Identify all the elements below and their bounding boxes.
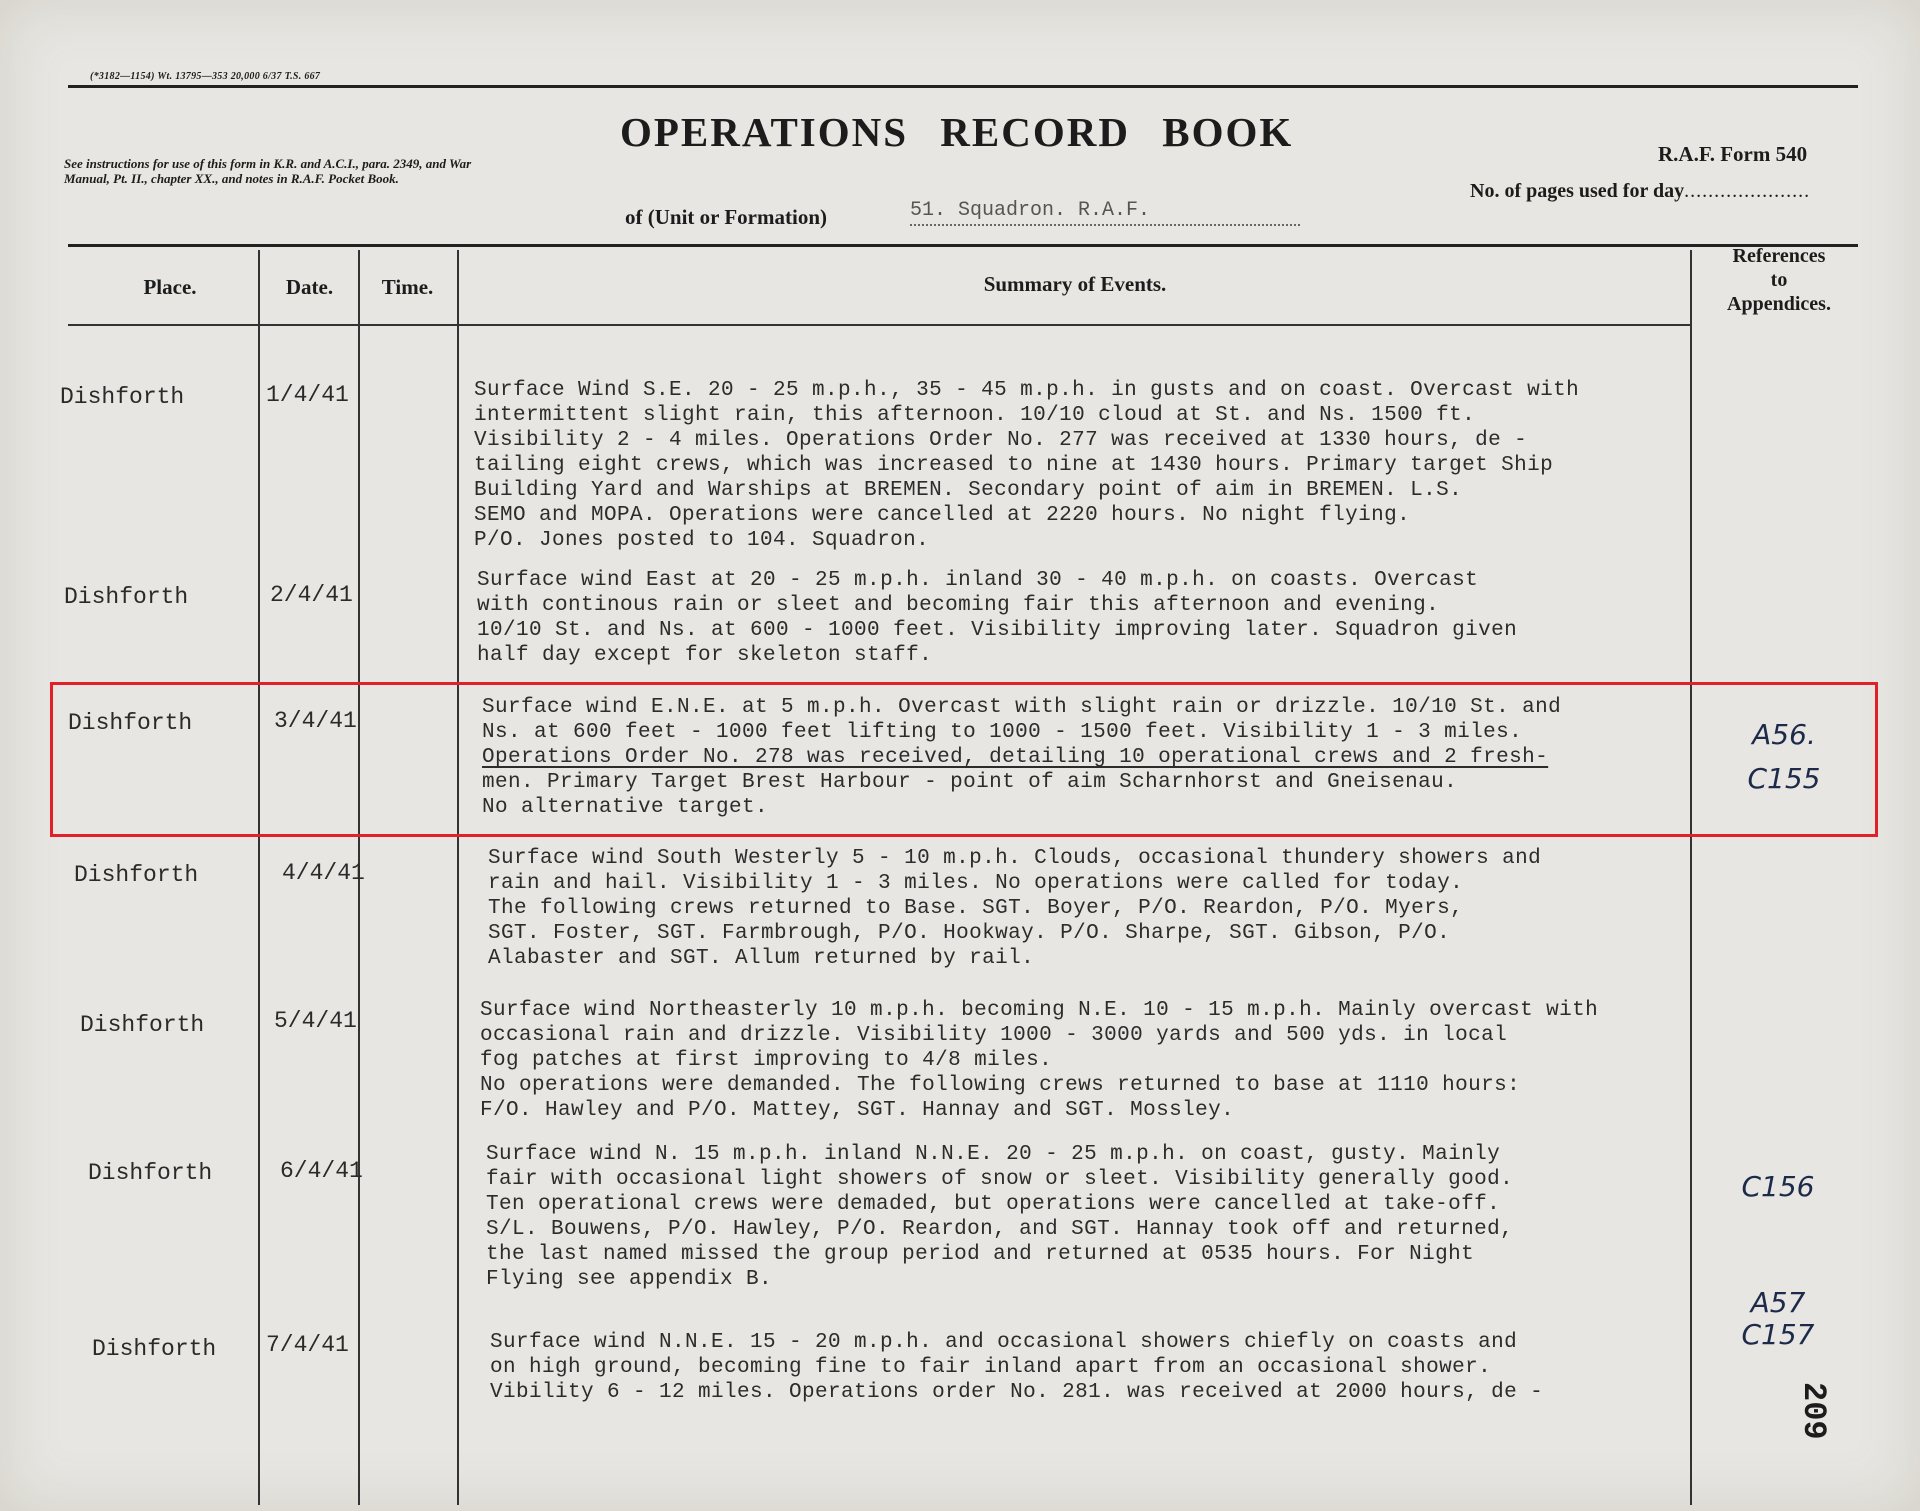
column-divider — [258, 250, 260, 1505]
entry-summary — [477, 568, 1747, 668]
unit-value: 51. Squadron. R.A.F. — [910, 199, 1300, 226]
summary-line: Alabaster and SGT. Allum returned by rail. — [488, 947, 1035, 970]
pages-used-field — [1470, 180, 1810, 203]
summary-line: Surface Wind S.E. 20 - 25 m.p.h., 35 - 45 m.p.h. in gusts and on coast. Overcast with — [474, 379, 1580, 402]
refs-line: Appendices. — [1727, 293, 1831, 315]
refs-line: to — [1770, 269, 1788, 291]
form-instructions: See instructions for use of this form in K.R. and A.C.I., para. 2349, and War Manual, Pt. II., chapter XX., and notes in R.A.F. Pocket Book. — [64, 156, 472, 186]
entry-summary — [490, 1330, 1760, 1405]
refs-line: References — [1732, 245, 1826, 267]
entry-summary — [480, 998, 1750, 1123]
entry-place: Dishforth — [68, 710, 193, 736]
appendix-reference: C157 — [1741, 1318, 1815, 1351]
page-number: 209 — [1795, 1382, 1832, 1440]
summary-line: Surface wind Northeasterly 10 m.p.h. becoming N.E. 10 - 15 m.p.h. Mainly overcast with — [480, 999, 1599, 1022]
appendix-reference: A57 — [1750, 1286, 1806, 1319]
appendix-reference: C156 — [1741, 1170, 1815, 1203]
entry-date: 7/4/41 — [266, 1332, 349, 1358]
summary-line: The following crews returned to Base. SGT. Boyer, P/O. Reardon, P/O. Myers, — [488, 897, 1464, 920]
entry-date: 3/4/41 — [274, 708, 357, 734]
header-rule — [68, 244, 1858, 247]
summary-line: men. Primary Target Brest Harbour - point of aim Scharnhorst and Gneisenau. — [482, 771, 1458, 794]
summary-line: Surface wind East at 20 - 25 m.p.h. inland 30 - 40 m.p.h. on coasts. Overcast — [477, 569, 1479, 592]
summary-line: F/O. Hawley and P/O. Mattey, SGT. Hannay and SGT. Mossley. — [480, 1099, 1235, 1122]
column-header-time: Time. — [381, 275, 434, 299]
summary-line: the last named missed the group period and returned at 0535 hours. For Night — [486, 1243, 1475, 1266]
entry-date: 1/4/41 — [266, 382, 349, 408]
entry-summary — [488, 846, 1758, 971]
summary-line: Visibility 2 - 4 miles. Operations Order No. 277 was received at 1330 hours, de - — [474, 429, 1528, 452]
summary-line: Surface wind N.N.E. 15 - 20 m.p.h. and occasional showers chiefly on coasts and — [490, 1331, 1518, 1354]
summary-line: 10/10 St. and Ns. at 600 - 1000 feet. Visibility improving later. Squadron given — [477, 619, 1518, 642]
form-number: R.A.F. Form 540 — [1658, 142, 1808, 166]
entry-place: Dishforth — [64, 584, 189, 610]
summary-line: S/L. Bouwens, P/O. Hawley, P/O. Reardon, and SGT. Hannay took off and returned, — [486, 1218, 1514, 1241]
summary-line: on high ground, becoming fine to fair inland apart from an occasional shower. — [490, 1356, 1492, 1379]
page-title: OPERATIONS RECORD BOOK — [620, 109, 1294, 155]
summary-line: Flying see appendix B. — [486, 1268, 773, 1291]
summary-line: Ten operational crews were demaded, but operations were cancelled at take-off. — [486, 1193, 1501, 1216]
entry-place: Dishforth — [74, 862, 199, 888]
entry-summary — [474, 378, 1744, 553]
summary-line: fair with occasional light showers of snow or sleet. Visibility generally good. — [486, 1168, 1514, 1191]
summary-line: No alternative target. — [482, 796, 769, 819]
summary-line: No operations were demanded. The following crews returned to base at 1110 hours: — [480, 1074, 1521, 1097]
summary-line: Surface wind N. 15 m.p.h. inland N.N.E. 20 - 25 m.p.h. on coast, gusty. Mainly — [486, 1143, 1501, 1166]
column-header-place: Place. — [143, 275, 197, 299]
summary-line: tailing eight crews, which was increased to nine at 1430 hours. Primary target Ship — [474, 454, 1554, 477]
entry-date: 5/4/41 — [274, 1008, 357, 1034]
entry-place: Dishforth — [92, 1336, 217, 1362]
entry-summary — [482, 695, 1752, 820]
summary-line: Vibility 6 - 12 miles. Operations order No. 281. was received at 2000 hours, de - — [490, 1381, 1544, 1404]
summary-line: with continous rain or sleet and becoming fair this afternoon and evening. — [477, 594, 1440, 617]
summary-line: P/O. Jones posted to 104. Squadron. — [474, 529, 930, 552]
summary-line: Building Yard and Warships at BREMEN. Secondary point of aim in BREMEN. L.S. — [474, 479, 1463, 502]
column-header-date: Date. — [285, 275, 334, 299]
pages-used-dots: ..................... — [1684, 180, 1811, 202]
summary-line: fog patches at first improving to 4/8 miles. — [480, 1049, 1053, 1072]
top-rule — [68, 85, 1858, 88]
pages-used-label: No. of pages used for day — [1470, 180, 1685, 202]
summary-line: Ns. at 600 feet - 1000 feet lifting to 1000 - 1500 feet. Visibility 1 - 3 miles. — [482, 721, 1523, 744]
unit-label: of (Unit or Formation) — [625, 205, 827, 229]
appendix-reference: A56. — [1752, 718, 1816, 751]
summary-line: Surface wind South Westerly 5 - 10 m.p.h. Clouds, occasional thundery showers and — [488, 847, 1542, 870]
column-header-references — [1694, 244, 1864, 316]
column-header-summary: Summary of Events. — [983, 272, 1167, 296]
entry-date: 6/4/41 — [280, 1158, 363, 1184]
summary-line: intermittent slight rain, this afternoon. 10/10 cloud at St. and Ns. 1500 ft. — [474, 404, 1476, 427]
column-header-rule — [68, 324, 1690, 326]
entry-date: 4/4/41 — [282, 860, 365, 886]
summary-line: occasional rain and drizzle. Visibility 1000 - 3000 yards and 500 yds. in local — [480, 1024, 1508, 1047]
summary-line: Operations Order No. 278 was received, detailing 10 operational crews and 2 fresh- — [482, 746, 1549, 769]
summary-line: SEMO and MOPA. Operations were cancelled at 2220 hours. No night flying. — [474, 504, 1411, 527]
entry-date: 2/4/41 — [270, 582, 353, 608]
print-code: (*3182—1154) Wt. 13795—353 20,000 6/37 T.S. 667 — [90, 71, 321, 82]
entry-place: Dishforth — [88, 1160, 213, 1186]
summary-line: SGT. Foster, SGT. Farmbrough, P/O. Hookway. P/O. Sharpe, SGT. Gibson, P/O. — [488, 922, 1451, 945]
summary-line: rain and hail. Visibility 1 - 3 miles. No operations were called for today. — [488, 872, 1464, 895]
summary-line: Surface wind E.N.E. at 5 m.p.h. Overcast with slight rain or drizzle. 10/10 St. and — [482, 696, 1562, 719]
entry-summary — [486, 1142, 1756, 1292]
entry-place: Dishforth — [60, 384, 185, 410]
column-divider — [457, 250, 459, 1505]
entry-place: Dishforth — [80, 1012, 205, 1038]
appendix-reference: C155 — [1747, 762, 1821, 795]
summary-line: half day except for skeleton staff. — [477, 644, 933, 667]
